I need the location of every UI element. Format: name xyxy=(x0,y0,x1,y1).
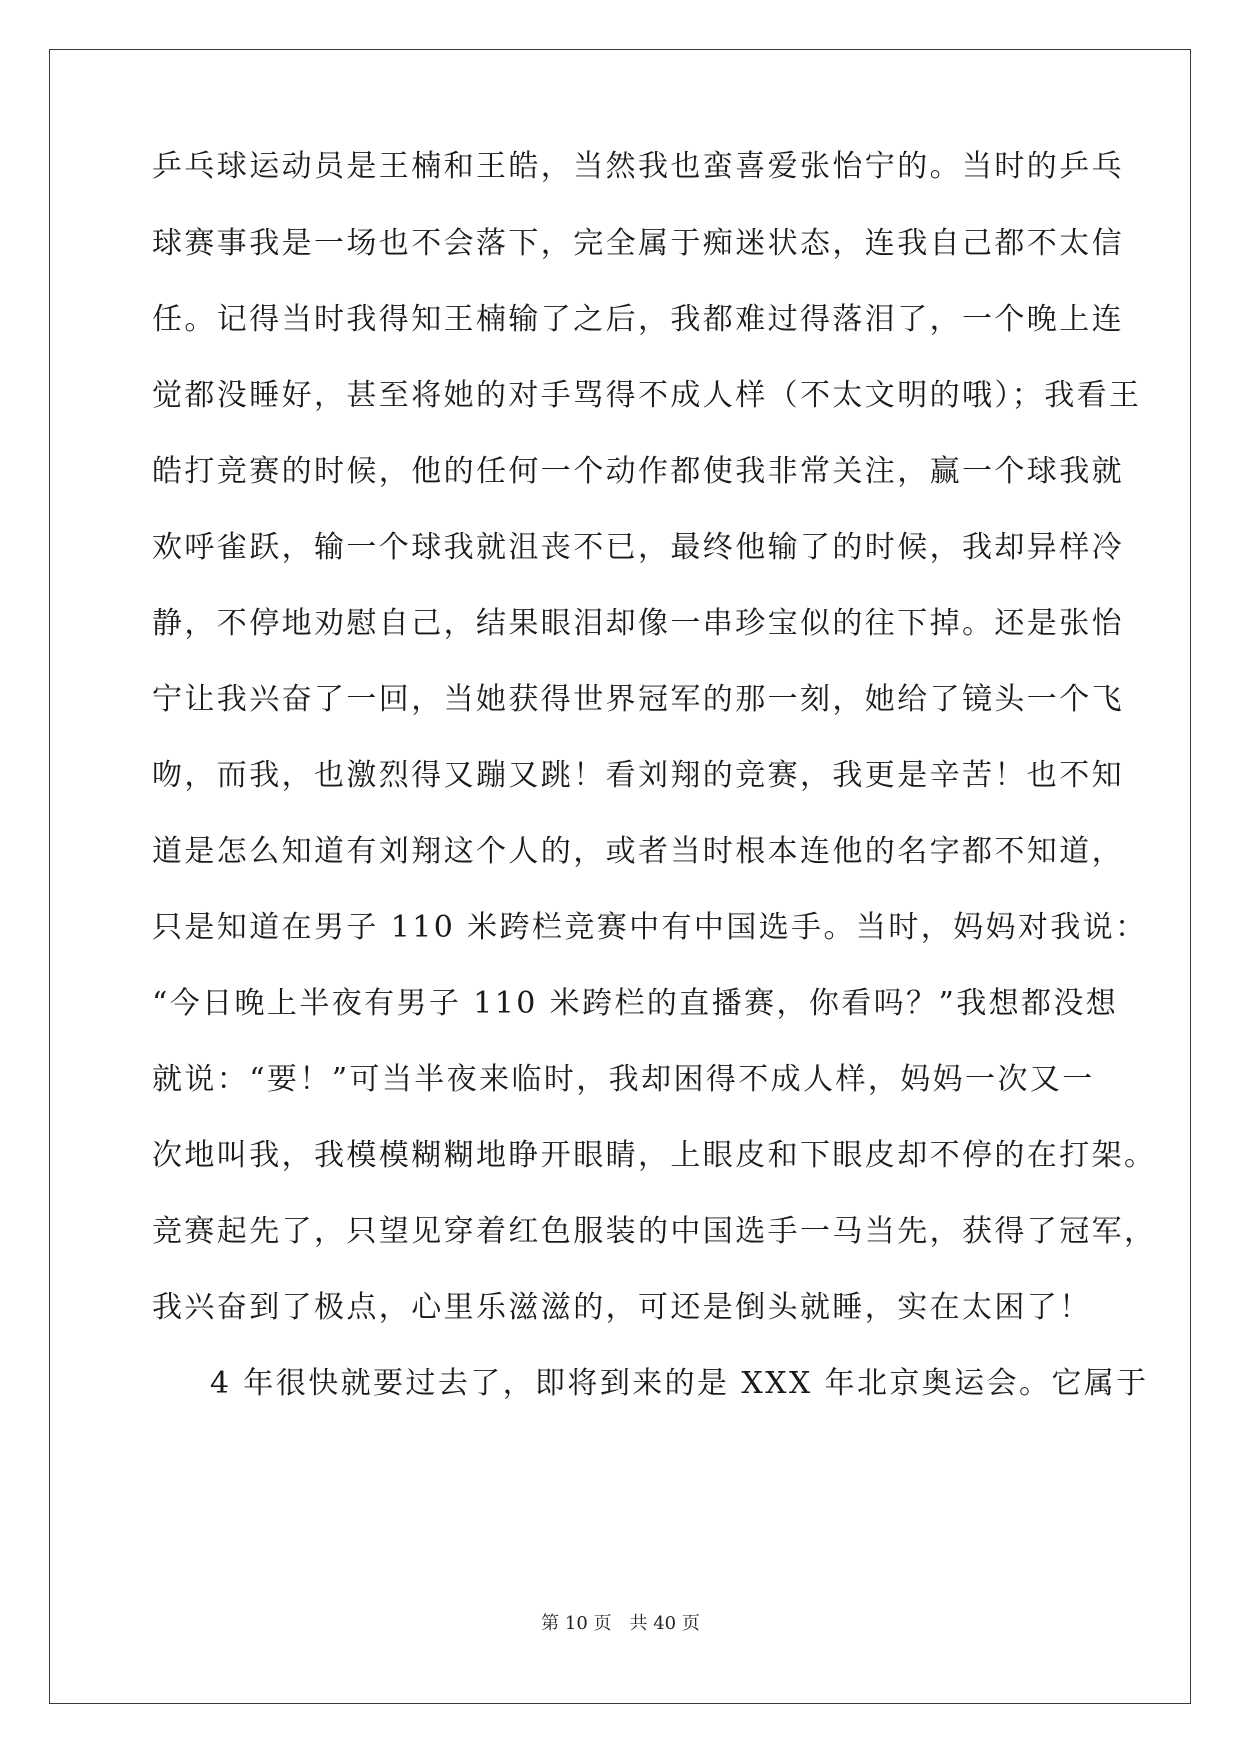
page-number: 第 10 页 共 40 页 xyxy=(541,1613,700,1634)
text-line: 欢呼雀跃，输一个球我就沮丧不已，最终他输了的时候，我却异样冷 xyxy=(152,530,1124,565)
text-line: 皓打竞赛的时候，他的任何一个动作都使我非常关注，赢一个球我就 xyxy=(152,454,1124,489)
text-line: 静，不停地劝慰自己，结果眼泪却像一串珍宝似的往下掉。还是张怡 xyxy=(152,606,1124,641)
page-border xyxy=(49,49,1191,1704)
text-line: 吻，而我，也激烈得又蹦又跳！看刘翔的竞赛，我更是辛苦！也不知 xyxy=(152,758,1124,793)
text-line: 次地叫我，我模模糊糊地睁开眼睛，上眼皮和下眼皮却不停的在打架。 xyxy=(152,1138,1157,1173)
text-line: 宁让我兴奋了一回，当她获得世界冠军的那一刻，她给了镜头一个飞 xyxy=(152,682,1124,717)
text-line: 任。记得当时我得知王楠输了之后，我都难过得落泪了，一个晚上连 xyxy=(152,302,1124,337)
text-line: 就说：“要！”可当半夜来临时，我却困得不成人样，妈妈一次又一 xyxy=(152,1062,1095,1097)
text-line: 觉都没睡好，甚至将她的对手骂得不成人样（不太文明的哦）；我看王 xyxy=(152,378,1142,413)
paragraph-start-line: 4 年很快就要过去了，即将到来的是 XXX 年北京奥运会。它属于 xyxy=(210,1366,1149,1401)
text-line: “今日晚上半夜有男子 110 米跨栏的直播赛，你看吗？”我想都没想 xyxy=(152,986,1119,1021)
text-line: 乒乓球运动员是王楠和王皓，当然我也蛮喜爱张怡宁的。当时的乒乓 xyxy=(152,149,1124,184)
text-line: 道是怎么知道有刘翔这个人的，或者当时根本连他的名字都不知道， xyxy=(152,834,1124,869)
text-line: 只是知道在男子 110 米跨栏竞赛中有中国选手。当时，妈妈对我说： xyxy=(152,910,1148,945)
text-line: 球赛事我是一场也不会落下，完全属于痴迷状态，连我自己都不太信 xyxy=(152,226,1124,261)
text-line: 竞赛起先了，只望见穿着红色服装的中国选手一马当先，获得了冠军， xyxy=(152,1214,1157,1249)
text-line: 我兴奋到了极点，心里乐滋滋的，可还是倒头就睡，实在太困了！ xyxy=(152,1290,1092,1325)
